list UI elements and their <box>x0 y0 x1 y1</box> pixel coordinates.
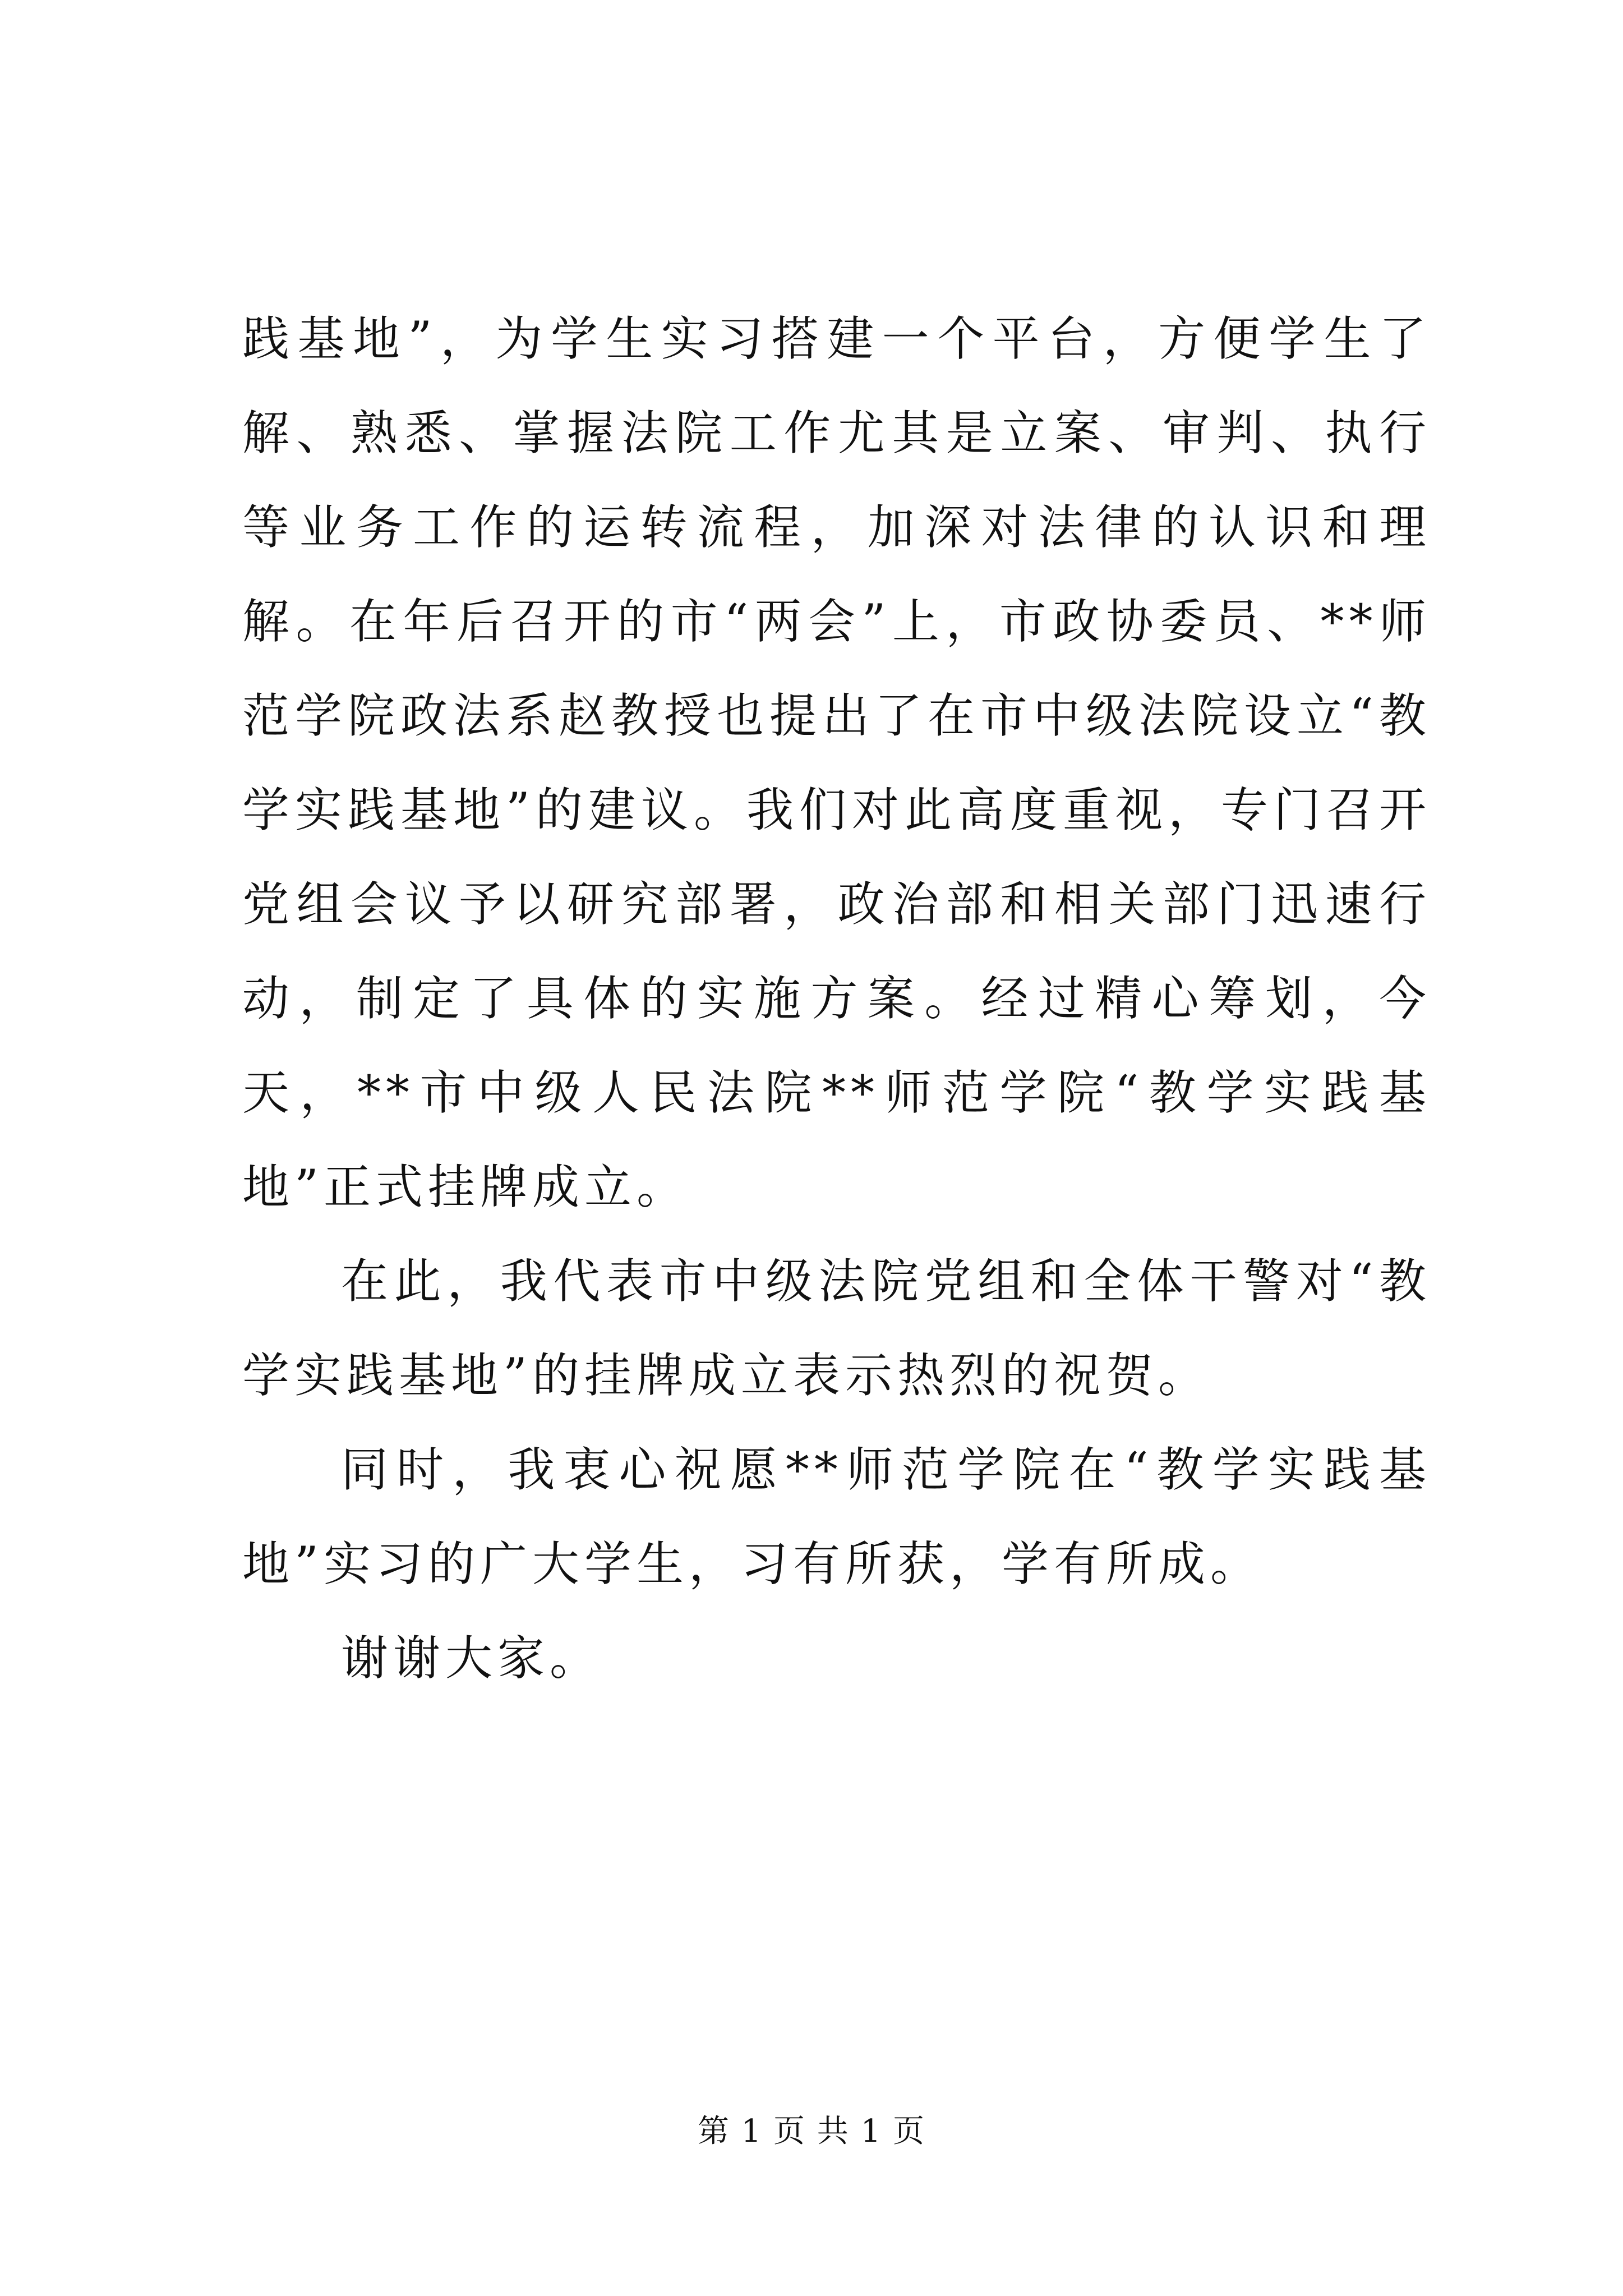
paragraph-continued: 践基地”，为学生实习搭建一个平台，方便学生了解、熟悉、掌握法院工作尤其是立案、审判、执行等业务工作的运转流程，加深对法律的认识和理解。在年后召开的市“两会”上，市政协委员、**师范学院政法系赵教授也提出了在市中级法院设立“教学实践基地”的建议。我们对此高度重视，专门召开党组会议予以研究部署，政治部和相关部门迅速行动，制定了具体的实施方案。经过精心筹划，今天，**市中级人民法院**师范学院“教学实践基地”正式挂牌成立。 <box>242 311 1431 1214</box>
document-body <box>242 292 1431 1705</box>
paragraph-thanks: 谢谢大家。 <box>341 1631 602 1686</box>
paragraph-congratulations: 在此，我代表市中级法院党组和全体干警对“教学实践基地”的挂牌成立表示热烈的祝贺。 <box>242 1254 1431 1403</box>
paragraph-wishes: 同时，我衷心祝愿**师范学院在“教学实践基地”实习的广大学生，习有所获，学有所成。 <box>242 1442 1431 1591</box>
page-number-footer: 第 1 页 共 1 页 <box>697 2113 926 2150</box>
